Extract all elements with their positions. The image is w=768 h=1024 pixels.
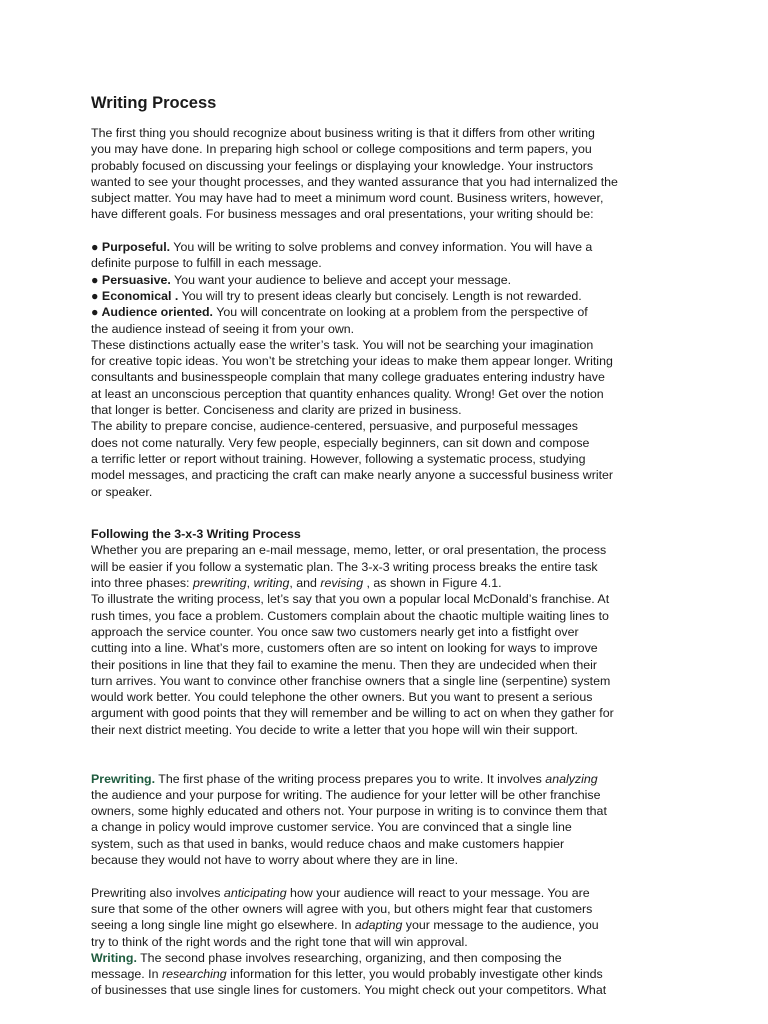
text-line: cutting into a line. What’s more, customers often are so intent on looking for ways to improve	[91, 641, 598, 656]
bullet-text: You want your audience to believe and accept your message.	[170, 272, 512, 287]
text-line: will be easier if you follow a systematic plan. The 3-x-3 writing process breaks the entire task	[91, 559, 598, 574]
text-line: or speaker.	[91, 484, 153, 499]
text-line: the audience instead of seeing it from your own.	[91, 321, 355, 336]
bullet-persuasive	[91, 272, 701, 288]
text-line: a change in policy would improve customer service. You are convinced that a single line	[91, 820, 572, 835]
text-line: would work better. You could telephone the other owners. But you want to present a serious	[91, 690, 593, 705]
text-line: their next district meeting. You decide to write a letter that you hope will win their support.	[91, 722, 578, 737]
text-line: try to think of the right words and the right tone that will win approval.	[91, 934, 468, 949]
keyword-prewriting: Prewriting.	[91, 771, 156, 786]
text-line: because they would not have to worry about where they are in line.	[91, 853, 459, 868]
text-line: owners, some highly educated and others not. Your purpose in writing is to convince them that	[91, 804, 607, 819]
text-line	[91, 738, 701, 754]
text-line: does not come naturally. Very few people, especially beginners, can sit down and compose	[91, 435, 590, 450]
writing-line: Writing. The second phase involves researching, organizing, and then composing the	[91, 950, 562, 965]
text-line: at least an unconscious perception that quantity enhances quality. Wrong! Get over the notion	[91, 386, 604, 401]
text-line: The ability to prepare concise, audience-centered, persuasive, and purposeful messages	[91, 419, 578, 434]
bullet-purposeful	[91, 239, 701, 255]
text-line: probably focused on discussing your feelings or displaying your knowledge. Your instructors	[91, 158, 594, 173]
text-line	[91, 868, 701, 884]
text-line: a terrific letter or report without training. However, following a systematic process, studying	[91, 451, 586, 466]
text-line-anticipating: Prewriting also involves anticipating how your audience will react to your message. You are	[91, 885, 590, 900]
bullet-economical	[91, 288, 701, 304]
text-line: the audience and your purpose for writing. The audience for your letter will be other franchise	[91, 787, 601, 802]
text-line: subject matter. You may have had to meet a minimum word count. Business writers, however,	[91, 191, 604, 206]
text-line: approach the service counter. You once saw two customers nearly get into a fistfight over	[91, 624, 579, 639]
page-title: Writing Process	[91, 94, 217, 112]
text-line-adapting: seeing a long single line might go elsewhere. In adapting your message to the audience, you	[91, 918, 599, 933]
text-line-researching: message. In researching information for this letter, you would probably investigate other kinds	[91, 967, 603, 982]
bullet-text: You will be writing to solve problems and convey information. You will have a	[170, 240, 593, 255]
document-body	[91, 125, 701, 999]
text-line: of businesses that use single lines for customers. You might check out your competitors. What	[91, 983, 607, 998]
text-line: argument with good points that they will remember and be willing to act on when they gather for	[91, 706, 614, 721]
bullet-term: ● Purposeful.	[91, 240, 171, 255]
text-line: model messages, and practicing the craft can make nearly anyone a successful business writer	[91, 468, 614, 483]
text-line: To illustrate the writing process, let’s say that you own a popular local McDonald’s franchise. At	[91, 592, 610, 607]
text-line: turn arrives. You want to convince other franchise owners that a single line (serpentine) system	[91, 673, 611, 688]
text-line: that longer is better. Conciseness and clarity are prized in business.	[91, 403, 462, 418]
prewriting-line: Prewriting. The first phase of the writing process prepares you to write. It involves analyzing	[91, 771, 598, 786]
bullet-term: ● Persuasive.	[91, 272, 171, 287]
text-line: have different goals. For business messages and oral presentations, your writing should be:	[91, 207, 594, 222]
text-line: you may have done. In preparing high school or college compositions and term papers, you	[91, 142, 592, 157]
bullet-text: You will try to present ideas clearly but concisely. Length is not rewarded.	[178, 288, 582, 303]
text-line: system, such as that used in banks, would reduce chaos and make customers happier	[91, 836, 565, 851]
text-line	[91, 223, 701, 239]
text-line: Whether you are preparing an e-mail message, memo, letter, or oral presentation, the process	[91, 543, 607, 558]
text-line: wanted to see your thought processes, and they wanted assurance that you had internalized the	[91, 174, 618, 189]
text-line: their positions in line that they fail to examine the menu. Then they are undecided when their	[91, 657, 598, 672]
section-heading: Following the 3-x-3 Writing Process	[91, 527, 301, 542]
text-line-phases: into three phases: prewriting, writing, and revising , as shown in Figure 4.1.	[91, 576, 502, 591]
text-line: sure that some of the other owners will agree with you, but others might fear that customers	[91, 901, 593, 916]
text-line	[91, 500, 701, 516]
bullet-term: ● Economical .	[91, 288, 179, 303]
text-line: rush times, you face a problem. Customers complain about the chaotic multiple waiting lines to	[91, 608, 609, 623]
text-line: These distinctions actually ease the writer’s task. You will not be searching your imagination	[91, 337, 594, 352]
text-line: for creative topic ideas. You won’t be stretching your ideas to make them appear longer. Writing	[91, 354, 613, 369]
text-line: consultants and businesspeople complain that many college graduates entering industry have	[91, 370, 605, 385]
text-line	[91, 754, 701, 770]
bullet-audience-oriented	[91, 304, 701, 320]
bullet-text: You will concentrate on looking at a problem from the perspective of	[213, 305, 588, 320]
text-line: The first thing you should recognize about business writing is that it differs from other writing	[91, 126, 595, 140]
bullet-term: ● Audience oriented.	[91, 305, 214, 320]
keyword-writing: Writing.	[91, 950, 137, 965]
text-line: definite purpose to fulfill in each message.	[91, 256, 322, 271]
